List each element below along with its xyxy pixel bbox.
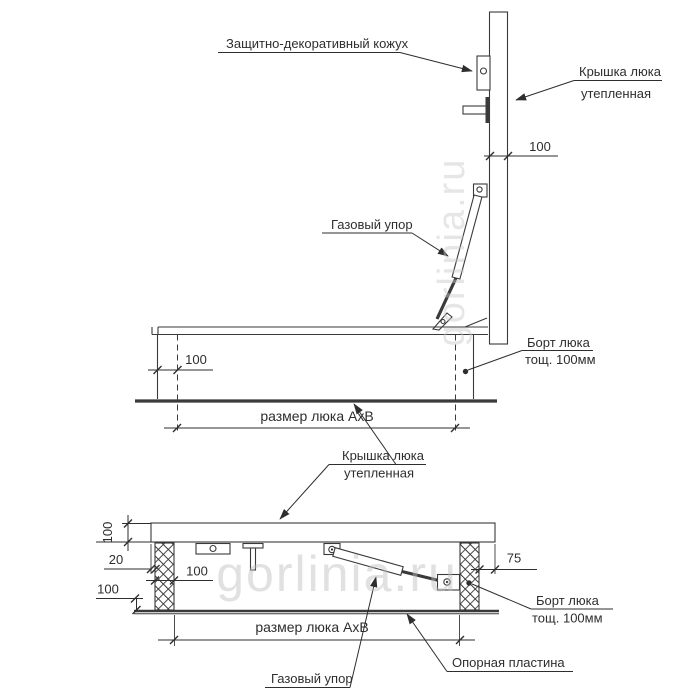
label-side-bottom xyxy=(466,580,613,625)
label-strut-top xyxy=(322,217,448,256)
dim-lid-thickness-bottom xyxy=(96,515,151,551)
closed-lid xyxy=(151,523,495,542)
support-plate xyxy=(134,611,499,614)
dim-overhang-left xyxy=(104,544,160,574)
dim-text-wall-100-bottom: 100 xyxy=(186,563,208,579)
side-label-line2-bottom: тощ. 100мм xyxy=(532,610,603,626)
dim-text-depth-100: 100 xyxy=(97,581,119,597)
open-lid xyxy=(490,12,508,344)
right-side-wall xyxy=(460,543,479,610)
label-casing xyxy=(218,36,472,71)
lid-label-line2-bottom: утепленная xyxy=(344,465,415,481)
left-side-wall xyxy=(155,543,174,610)
casing-hole xyxy=(481,68,487,74)
label-lid-top xyxy=(516,64,662,101)
lid-label-line2: утепленная xyxy=(581,86,652,101)
side-label-line1-top: Борт люка xyxy=(527,335,590,350)
dim-text-75: 75 xyxy=(506,550,522,566)
plate-label-text: Опорная пластина xyxy=(452,655,565,670)
dim-text-20: 20 xyxy=(108,552,124,567)
handle-plate xyxy=(486,97,491,123)
side-label-line1-bottom: Борт люка xyxy=(536,593,599,608)
watermark-horizontal: gorlinia.ru xyxy=(216,546,458,602)
side-label-line2-top: тощ. 100мм xyxy=(525,352,596,367)
dim-text-lid-100-bottom: 100 xyxy=(100,521,115,544)
dim-overhang-right xyxy=(471,544,537,574)
dim-text-size-bottom: размер люка АхВ xyxy=(255,619,369,635)
dim-hatch-size-top xyxy=(164,408,470,432)
dim-text-wall-100: 100 xyxy=(185,352,207,367)
casing-label-text: Защитно-декоративный кожух xyxy=(226,36,409,51)
watermark-vertical: gorlinia.ru xyxy=(431,157,473,347)
dim-depth-left xyxy=(96,582,143,615)
lid-handle xyxy=(463,106,488,114)
label-side-top xyxy=(463,335,596,374)
dim-text-lid-100: 100 xyxy=(529,139,551,154)
dim-hatch-size-bottom xyxy=(158,615,475,646)
strut-label-text-top: Газовый упор xyxy=(331,217,413,232)
dim-text-size-top: размер люка АхВ xyxy=(260,408,374,424)
top-view-open-hatch xyxy=(135,12,662,432)
strut-label-text-bottom: Газовый упор xyxy=(271,671,353,686)
lid-label-line1: Крышка люка xyxy=(579,64,661,79)
casing-hole-closed xyxy=(210,546,216,552)
lid-label-line1-bottom: Крышка люка xyxy=(342,448,424,463)
